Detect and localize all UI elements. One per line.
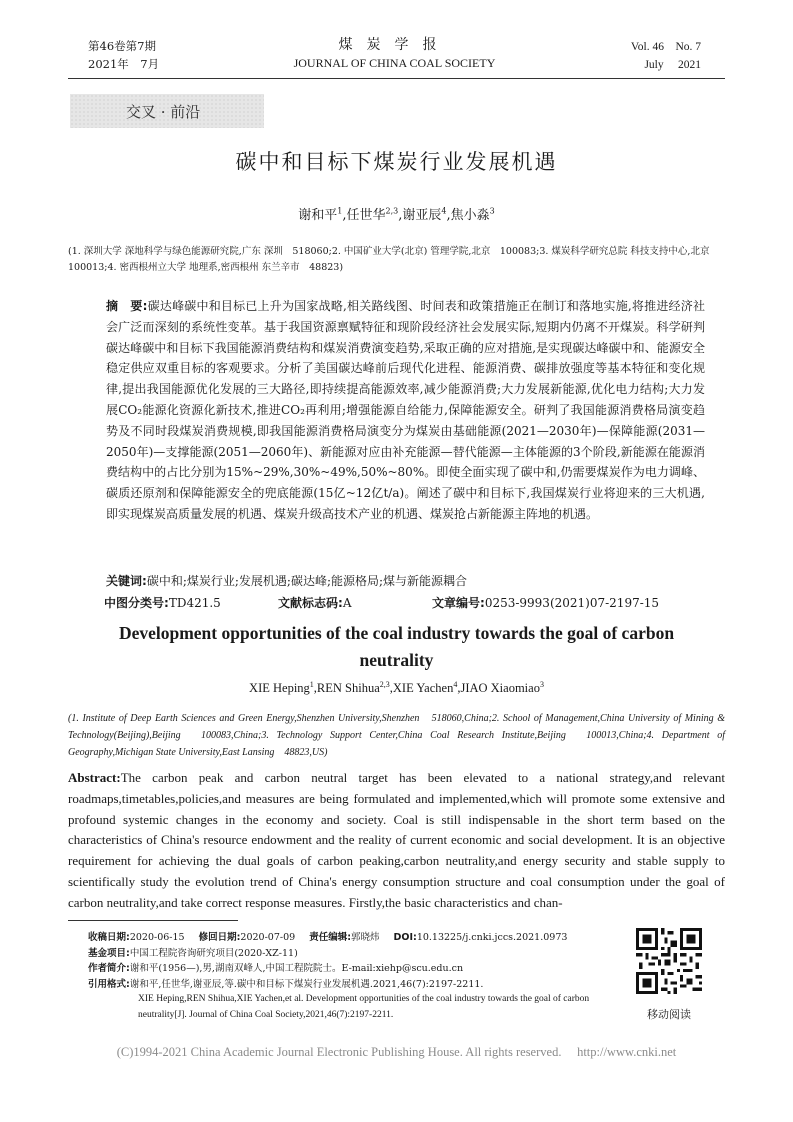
abstract-cn-label: 摘 要: [106, 299, 148, 313]
citation-row: 引用格式:谢和平,任世华,谢亚辰,等.碳中和目标下煤炭行业发展机遇.2021,46(7):2197-2211. [88, 978, 484, 990]
section-tag: 交叉 · 前沿 [70, 94, 264, 128]
author-name: 谢和平 [298, 208, 338, 223]
copyright-footer: (C)1994-2021 China Academic Journal Electronic Publishing House. All rights reserved. http://www.cnki.net [116, 1045, 677, 1059]
editor: 郭晓炜 [351, 932, 380, 943]
footnotes [88, 930, 618, 1023]
affiliations-en: (1. Institute of Deep Earth Sciences and Green Energy,Shenzhen University,Shenzhen 518060,China;2. School of Management,China University of Mining & Technology(Beijing),Beijing 100083,China;3. Technology Support Center,China Coal Research Institute,Beijing 100013,China;4. Department of Geography,Michigan State University,East Lansing 48823,US) [68, 713, 725, 758]
author-aff: 1 [337, 206, 343, 216]
author-bio: 谢和平(1956—),男,湖南双峰人,中国工程院院士。E-mail:xiehp@scu.edu.cn [129, 963, 464, 974]
qr-code-icon[interactable] [636, 928, 702, 994]
volume-issue-en: Vol. 46 No. 7 [630, 41, 701, 53]
citation-en: XIE Heping,REN Shihua,XIE Yachen,et al. Development opportunities of the coal industry towards the goal of carbon neutrality[J]. Journal of China Coal Society,2021,46(7):2197-2211. [138, 994, 590, 1020]
doi-link[interactable]: 10.13225/j.cnki.jccs.2021.0973 [416, 932, 568, 943]
received-date: 2020-06-15 [129, 932, 185, 943]
abstract-en-label: Abstract: [68, 770, 121, 785]
abstract-en [68, 768, 725, 914]
document-code: 文献标志码:A [278, 596, 352, 610]
author-name: 任世华 [346, 208, 386, 223]
revised-date: 2020-07-09 [240, 932, 296, 943]
author-aff: 2,3 [385, 206, 399, 216]
author-name: JIAO Xiaomiao [460, 681, 540, 696]
author-aff: 3 [489, 206, 495, 216]
author-name: 焦小淼 [450, 208, 490, 223]
title-cn: 碳中和目标下煤炭行业发展机遇 [235, 150, 558, 174]
author-name: REN Shihua [316, 681, 380, 696]
dates-row: 收稿日期:2020-06-15 修回日期:2020-07-09 责任编辑:郭晓炜 DOI:10.13225/j.cnki.jccs.2021.0973 [88, 932, 568, 943]
date-cn: 2021年 7月 [88, 57, 160, 71]
author-aff: 3 [539, 680, 544, 689]
author-aff: 2,3 [379, 680, 390, 689]
keywords-cn-text: 碳中和;煤炭行业;发展机遇;碳达峰;能源格局;煤与新能源耦合 [146, 574, 468, 588]
author-name: 谢亚辰 [402, 208, 442, 223]
fund-value: 中国工程院咨询研究项目(2020-XZ-11) [129, 947, 298, 959]
author-bio-row: 作者简介:谢和平(1956—),男,湖南双峰人,中国工程院院士。E-mail:xiehp@scu.edu.cn [88, 963, 464, 974]
authors-cn: 谢和平$^1$,任世华$^{2,3}$,谢亚辰$^4$,焦小淼$^3$ [298, 206, 495, 223]
date-en: July 2021 [644, 59, 701, 71]
keywords-cn [106, 572, 705, 589]
author-name: XIE Yachen [392, 681, 454, 696]
author-aff: 4 [453, 680, 458, 689]
footnote-divider [68, 920, 238, 921]
volume-issue-cn: 第46卷第7期 [88, 39, 156, 53]
journal-name-en: JOURNAL OF CHINA COAL SOCIETY [293, 56, 496, 70]
header-divider [68, 78, 725, 79]
abstract-cn-text: 碳达峰碳中和目标已上升为国家战略,相关路线图、时间表和政策措施正在制订和落地实施,将推进经济社会广泛而深刻的系统性变革。基于我国资源禀赋特征和现阶段经济社会发展实际,短期内仍离不开煤炭。科学研判碳达峰碳中和目标下我国能源消费结构和煤炭消费演变趋势,采取正确的应对措施,是实现碳达峰碳中和、能源安全稳定供应双重目标的客观要求。分析了美国碳达峰前后现代化进程、能源消费、碳排放强度等基本特征和变化规律,提出我国能源优化发展的三大路径,即持续提高能源效率,减少能源消费;大力发展新能源,优化电力结构;大力发展CO₂能源化资源化新技术,推进CO₂再利用;增强能源自给能力,保障能源安全。研判了我国能源消费格局演变趋势及不同时段煤炭消费规模,即我国能源消费格局演变分为煤炭由基础能源(2021—2030年)—保障能源(2031—2050年)—支撑能源(2051—2060年)、新能源对应由补充能源—替代能源—主体能源的3个阶段,新能源在能源消费结构中的占比分别为15%~29%,30%~49%,50%~80%。即使全面实现了碳中和,仍需要煤炭作为电力调峰、碳质还原剂和保障能源安全的兜底能源(15亿~12亿t/a)。阐述了碳中和目标下,我国煤炭行业将迎来的三大机遇,即实现煤炭高质量发展的机遇、煤炭升级高技术产业的机遇、煤炭抢占新能源主阵地的机遇。 [106, 299, 705, 521]
title-en: Development opportunities of the coal industry towards the goal of carbon neutrality [118, 623, 675, 670]
author-aff: 1 [309, 680, 314, 689]
qr-label: 移动阅读 [647, 1008, 691, 1021]
keywords-cn-label: 关键词: [106, 574, 147, 588]
clc-number: 中图分类号:TD421.5 [104, 596, 221, 610]
abstract-cn [106, 296, 705, 525]
citation-cn: 谢和平,任世华,谢亚辰,等.碳中和目标下煤炭行业发展机遇.2021,46(7):2197-2211. [129, 978, 484, 990]
authors-en: XIE Heping$^1$,REN Shihua$^{2,3}$,XIE Yachen$^4$,JIAO Xiaomiao$^3$ [249, 680, 544, 696]
affiliations-cn: (1. 深圳大学 深地科学与绿色能源研究院,广东 深圳 518060;2. 中国矿业大学(北京) 管理学院,北京 100083;3. 煤炭科学研究总院 科技支持中心,北京 100013;4. 密西根州立大学 地理系,密西根州 东兰辛市 48823) [68, 246, 719, 273]
fund-row: 基金项目:中国工程院咨询研究项目(2020-XZ-11) [88, 947, 298, 959]
journal-name-cn: 煤炭学报 [338, 37, 451, 53]
page-header [88, 34, 701, 76]
author-aff: 4 [441, 206, 447, 216]
author-name: XIE Heping [249, 681, 310, 696]
abstract-en-text: The carbon peak and carbon neutral target has been elevated to a national strategy,and relevant roadmaps,timetables,policies,and measures are being formulated and implemented,which will promote some extensive and profound systemic changes in the economy and society. Coal is still indispensable in the short term based on the characteristics of China's resource endowment and the reality of current economic and social development. It is an objective requirement for achieving the dual goals of carbon peaking,carbon neutrality,and energy security and stable supply to scientifically study the evolution trend of China's energy consumption structure and coal consumption under the goal of carbon neutrality,and take correct response measures. Firstly,the basic characteristics and chan- [68, 770, 725, 910]
article-number: 文章编号:0253-9993(2021)07-2197-15 [432, 596, 660, 610]
